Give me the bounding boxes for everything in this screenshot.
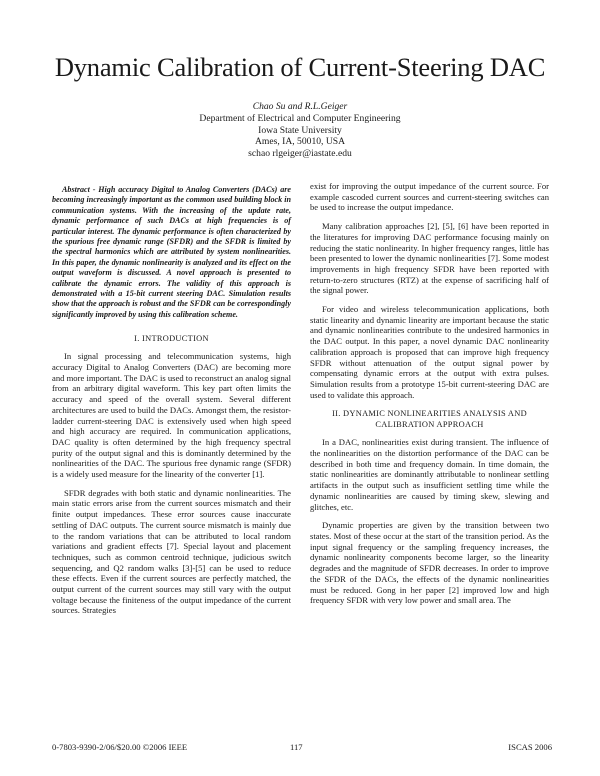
page-footer — [52, 741, 552, 753]
author-block — [0, 101, 600, 160]
author-university: Iowa State University — [258, 124, 342, 136]
abstract: Abstract - High accuracy Digital to Analog Converters (DACs) are becoming increasingly important as the common used building block in communication systems. With the increasing of the update rate, dynamic performance of such DACs at high frequencies is of particular interest. The dynamic performance is often characterized by the spurious free dynamic range (SFDR) and the SFDR is limited by the spectral harmonics which are attributed by system nonlinearities. In this paper, the dynamic nonlinearity is analyzed and its effect on the output waveform is discussed. A novel approach is presented to calibrate the dynamic errors. The validity of this approach is demonstrated with a 15-bit current steering DAC. Simulation results show that the approach is robust and the SFDR can be correspondingly significantly improved by using this calibration scheme. — [52, 185, 291, 319]
body-paragraph: SFDR degrades with both static and dynamic nonlinearities. The main static errors arise from the current sources mismatch and their finite output impedances. These error sources cause inaccurate settling of DAC outputs. The current source mismatch is mainly due to the random variations that can be attributed to local random variations and gradient effects [7]. Special layout and placement techniques, such as common centroid technique, judicious switch sequencing, and Q2 random walks [3]-[5] can be used to reduce these effects. Even if the current sources are perfectly matched, the output current of the current sources may still vary with the output voltage because the finiteness of the output impedance of the current sources. Strategies — [52, 487, 291, 616]
body-paragraph: exist for improving the output impedance of the current source. For example cascoded current sources and current-steering switches can be used to increase the output impedance. — [310, 181, 549, 213]
section-heading-introduction: I. INTRODUCTION — [134, 334, 209, 344]
body-paragraph: Dynamic properties are given by the transition between two states. Most of these occur at the start of the transition period. As the input signal frequency or the sampling frequency increases, the dynamic nonlinearity components become larger, so the linearity degrades and the magnitude of SFDR decreases. In order to improve the SFDR of the DACs, the effects of the dynamic nonlinearities must be reduced. Gong in her paper [2] improved low and high frequency SFDR with very low power and small area. The — [310, 520, 549, 606]
author-email: schao rlgeiger@iastate.edu — [248, 148, 352, 160]
body-paragraph: In signal processing and telecommunication systems, high accuracy Digital to Analog Converters (DAC) are becoming more and more important. The DAC is used to reconstruct an analog signal from an arbitrary digital waveform. This key part often limits the accuracy and speed of the overall system. Several different architectures are used to build the DACs. Amongst them, the resistor-ladder current-steering DAC is extensively used when high speed and high accuracy are required. In communication applications, DAC quality is often determined by the high frequency spectral purity of the output signal and this is dominantly determined by the nonlinearities of the DAC. The spurious free dynamic range (SFDR) is a widely used measure for the linearity of the converter [1]. — [52, 351, 291, 480]
right-column — [310, 181, 549, 614]
author-location: Ames, IA, 50010, USA — [254, 136, 346, 148]
body-paragraph: For video and wireless telecommunication applications, both static linearity and dynamic linearity are important because the static and dynamic nonlinearities contribute to the undesired harmonics in the DAC output. In this paper, a novel dynamic DAC nonlinearity calibration approach is proposed that can improve high frequency SFDR without attenuation of the output signal power by compensating dynamic errors at the output with extra pulses. Simulation results from a prototype 15-bit current-steering DAC are used to validate this approach. — [310, 304, 549, 400]
author-department: Department of Electrical and Computer Engineering — [199, 112, 401, 124]
footer-conference: ISCAS 2006 — [508, 742, 552, 752]
section-heading-dynamic-nonlinearities: II. DYNAMIC NONLINEARITIES ANALYSIS AND CALIBRATION APPROACH — [332, 409, 527, 430]
author-names: Chao Su and R.L.Geiger — [252, 101, 348, 112]
footer-page-number: 117 — [290, 742, 303, 752]
left-column — [52, 185, 291, 624]
body-paragraph: In a DAC, nonlinearities exist during transient. The influence of the nonlinearities on the distortion performance of the DAC can be described in both time and frequency domain. In time domain, the static nonlinearities are dominantly attributable to nonlinear settling artifacts in the output such as insufficient settling time while the dynamic nonlinearities are caused by timing skew, slewing and glitches, etc. — [310, 437, 549, 512]
footer-isbn: 0-7803-9390-2/06/$20.00 ©2006 IEEE — [52, 742, 188, 752]
paper-title: Dynamic Calibration of Current-Steering DAC — [54, 52, 546, 82]
body-paragraph: Many calibration approaches [2], [5], [6] have been reported in the literatures for improving DAC performance focusing mainly on reducing the static nonlinearity. In higher frequency ranges, little has been presented to lower the dynamic nonlinearities [7]. Some modest improvements in high frequency SFDR have been reported with return-to-zero structures (RTZ) at the expense of sacrificing half of the signal power. — [310, 221, 549, 296]
